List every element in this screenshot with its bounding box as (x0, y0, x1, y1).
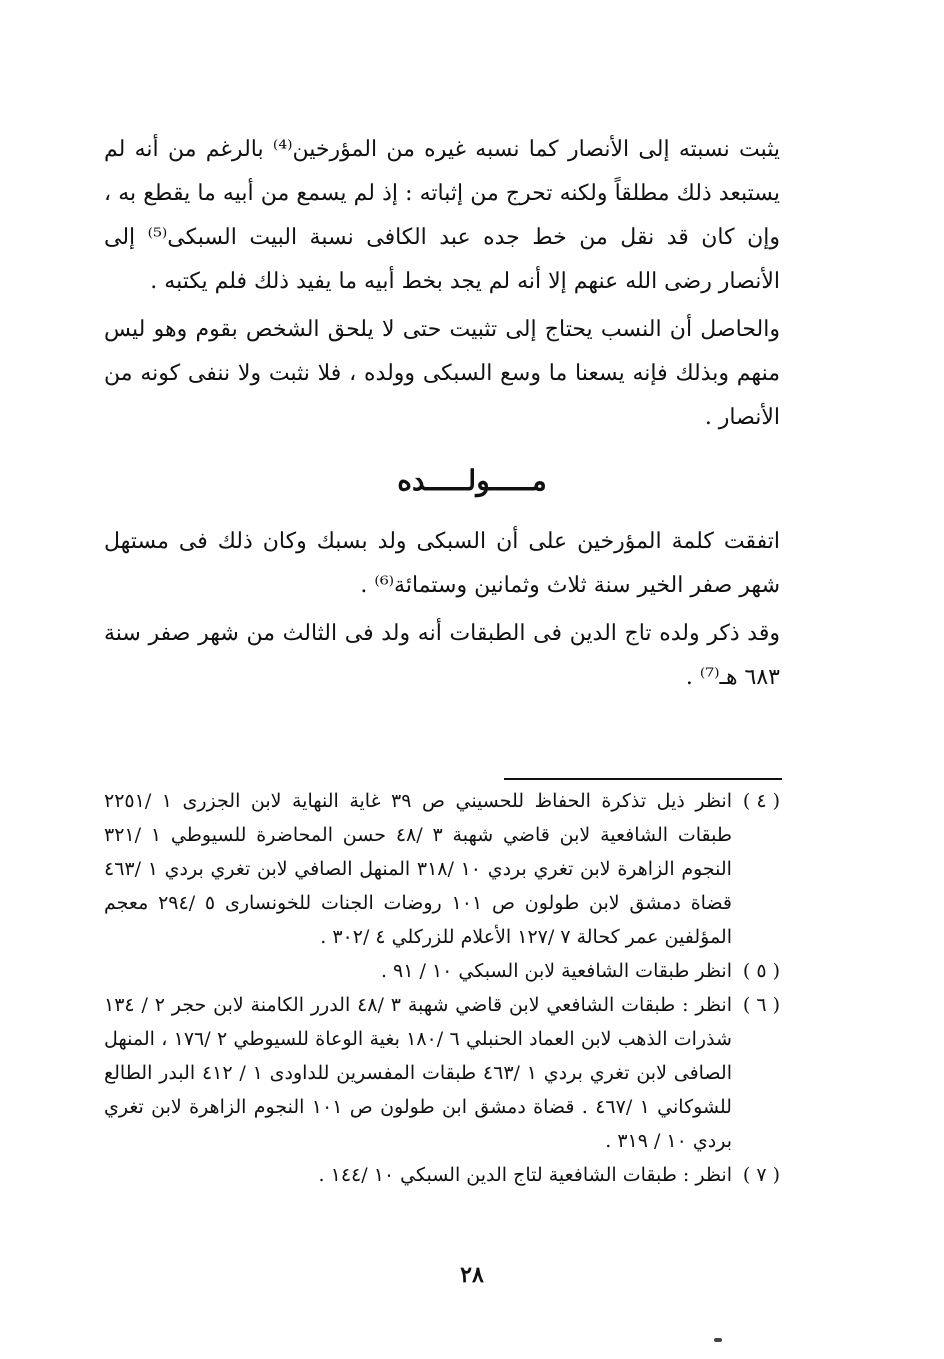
scan-speck (714, 1338, 722, 1342)
footnote-7 (104, 1158, 780, 1192)
footnote-text: انظر ذيل تذكرة الحفاظ للحسيني ص ٣٩ غاية النهاية لابن الجزرى ١ /٢٢٥١ طبقات الشافعية لابن قاضي شهبة ٣ /٤٨ حسن المحاضرة للسيوطي ١ /٣٢١ النجوم الزاهرة لابن تغري بردي ١٠ /٣١٨ المنهل الصافي لابن تغري بردي ١ /٤٦٣ قضاة دمشق لابن طولون ص ١٠١ روضات الجنات للخونسارى ٥ /٢٩٤ معجم المؤلفين عمر كحالة ٧ /١٢٧ الأعلام للزركلي ٤ /٣٠٢ . (104, 790, 733, 948)
body-paragraph-1: يثبت نسبته إلى الأنصار كما نسبه غيره من المؤرخين⁽⁴⁾ بالرغم من أنه لم يستبعد ذلك مطلقاً ولكنه تحرج من إثباته : إذ لم يسمع من أبيه ما يقطع به ، وإن كان قد نقل من خط جده عبد الكافى نسبة البيت السبكى⁽⁵⁾ إلى الأنصار رضى الله عنهم إلا أنه لم يجد بخط أبيه ما يفيد ذلك فلم يكتبه . (104, 137, 780, 294)
footnote-4 (104, 784, 780, 954)
body-paragraph-4: وقد ذكر ولده تاج الدين فى الطبقات أنه ولد فى الثالث من شهر صفر سنة ٦٨٣ هـ⁽⁷⁾ . (104, 621, 780, 690)
page-number: ٢٨ (460, 1262, 484, 1288)
body-paragraph-2: والحاصل أن النسب يحتاج إلى تثبيت حتى لا يلحق الشخص بقوم وهو ليس منهم وبذلك فإنه يسعنا ما وسع السبكى وولده ، فلا نثبت ولا ننفى كونه من الأنصار . (104, 317, 780, 430)
footnote-number: ( ٤ ) (742, 790, 780, 812)
footnote-text: انظر : طبقات الشافعية لتاج الدين السبكي ١٠ /١٤٤ . (318, 1164, 732, 1186)
footnote-text: انظر : طبقات الشافعي لابن قاضي شهبة ٣ /٤٨ الدرر الكامنة لابن حجر ٢ / ١٣٤ شذرات الذهب لابن العماد الحنبلي ٦ /١٨٠ بغية الوعاة للسيوطي ٢ /١٧٦ ، المنهل الصافى لابن تغري بردي ١ /٤٦٣ طبقات المفسرين للداودى ١ / ٤١٢ البدر الطالع للشوكاني ١ /٤٦٧ . قضاة دمشق ابن طولون ص ١٠١ النجوم الزاهرة لابن تغري بردي ١٠ / ٣١٩ . (104, 994, 732, 1152)
body-paragraph-3: اتفقت كلمة المؤرخين على أن السبكى ولد بسبك وكان ذلك فى مستهل شهر صفر الخير سنة ثلاث وثمانين وستمائة⁽⁶⁾ . (104, 529, 780, 598)
footnote-number: ( ٦ ) (742, 994, 780, 1016)
section-heading: مـــــولـــــده (397, 464, 547, 497)
footnote-text: انظر طبقات الشافعية لابن السبكي ١٠ / ٩١ . (380, 960, 732, 982)
footnote-6 (104, 988, 780, 1158)
footnote-divider (504, 778, 782, 780)
footnote-5 (104, 954, 780, 988)
footnote-number: ( ٥ ) (742, 960, 780, 982)
footnotes (104, 784, 780, 1192)
footnote-number: ( ٧ ) (742, 1164, 780, 1186)
